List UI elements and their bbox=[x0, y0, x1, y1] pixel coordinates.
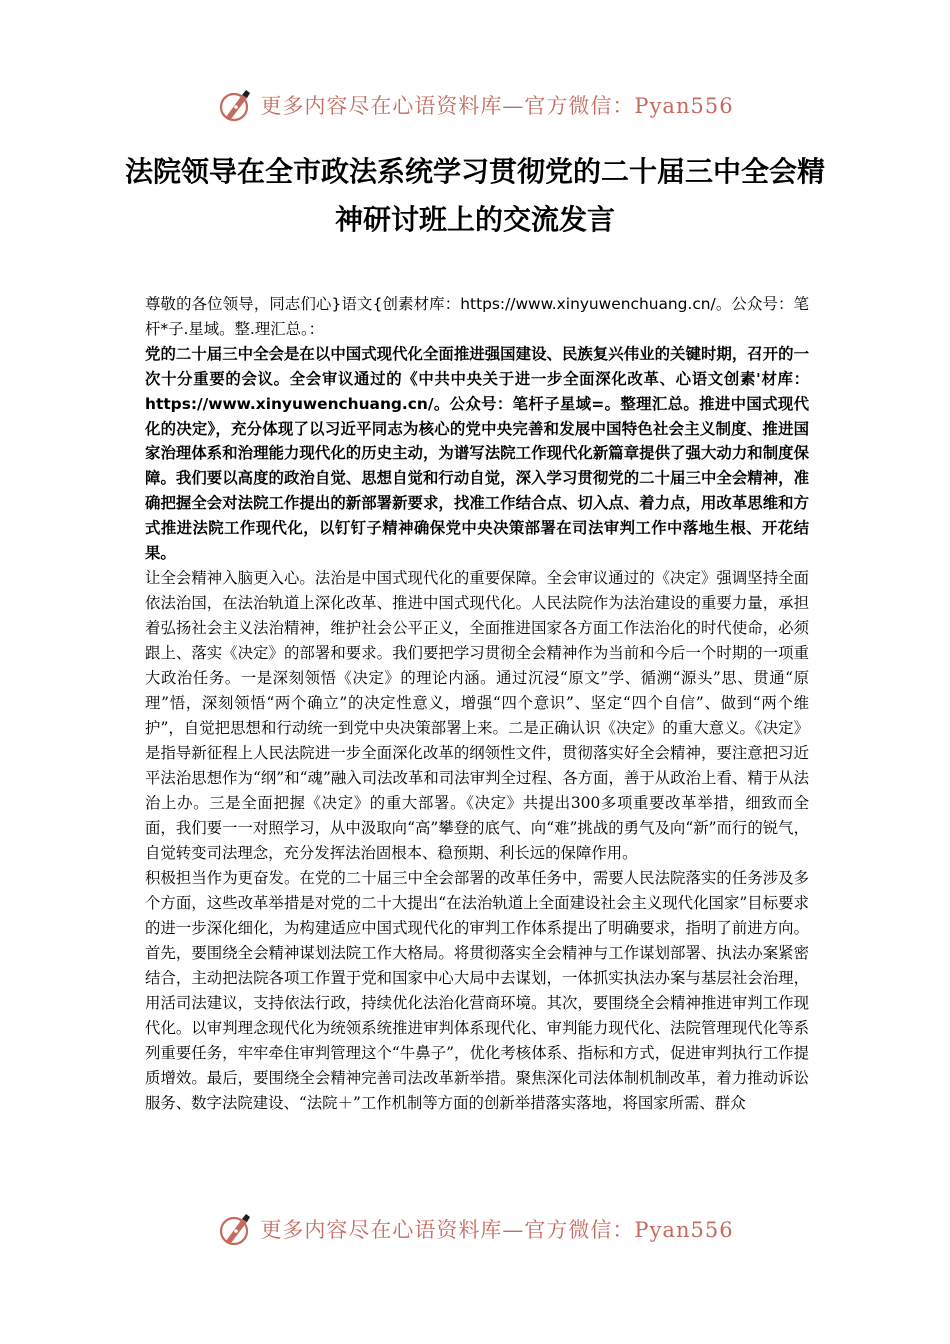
salutation-paragraph: 尊敬的各位领导，同志们心}语文{创素材库：https://www.xinyuwenchuang.cn/。公众号：笔杆*子.星域。整.理汇总。： bbox=[145, 295, 809, 338]
pen-nib-logo-icon bbox=[216, 85, 256, 125]
body-paragraph: 让全会精神入脑更入心。法治是中国式现代化的重要保障。全会审议通过的《决定》强调坚持全面依法治国，在法治轨道上深化改革、推进中国式现代化。人民法院作为法治建设的重要力量，承担着弘扬社会主义法治精神，维护社会公平正义，全面推进国家各方面工作法治化的时代使命，必须跟上、落实《决定》的部署和要求。我们要把学习贯彻全会精神作为当前和今后一个时期的一项重大政治任务。一是深刻领悟《决定》的理论内涵。通过沉浸“原文”学、循溯“源头”思、贯通“原理”悟，深刻领悟“两个确立”的决定性意义，增强“四个意识”、坚定“四个自信”、做到“两个维护”，自觉把思想和行动统一到党中央决策部署上来。二是正确认识《决定》的重大意义。《决定》是指导新征程上人民法院进一步全面深化改革的纲领性文件，贯彻落实好全会精神，要注意把习近平法治思想作为“纲”和“魂”融入司法改革和司法审判全过程、各方面，善于从政治上看、精于从法治上办。三是全面把握《决定》的重大部署。《决定》共提出300多项重要改革举措，细致而全面，我们要一一对照学习，从中汲取向“高”攀登的底气、向“难”挑战的勇气及向“新”而行的锐气，自觉转变司法理念，充分发挥法治固根本、稳预期、利长远的保障作用。 bbox=[145, 568, 809, 862]
footer-watermark-banner bbox=[0, 1204, 950, 1254]
document-title: 法院领导在全市政法系统学习贯彻党的二十届三中全会精神研讨班上的交流发言 bbox=[124, 155, 825, 236]
opening-paragraph: 党的二十届三中全会是在以中国式现代化全面推进强国建设、民族复兴伟业的关键时期，召开的一次十分重要的会议。全会审议通过的《中共中央关于进一步全面深化改革、心语文创素'材库：https://www.xinyuwenchuang.cn/。公众号：笔杆子星域=。整理汇总。推进中国式现代化的决定》，充分体现了以习近平同志为核心的党中央完善和发展中国特色社会主义制度、推进国家治理体系和治理能力现代化的历史主动，为谱写法院工作现代化新篇章提供了强大动力和制度保障。我们要以高度的政治自觉、思想自觉和行动自觉，深入学习贯彻党的二十届三中全会精神，准确把握全会对法院工作提出的新部署新要求，找准工作结合点、切入点、着力点，用改革思维和方式推进法院工作现代化，以钉钉子精神确保党中央决策部署在司法审判工作中落地生根、开花结果。 bbox=[145, 344, 809, 563]
watermark-text: 更多内容尽在心语资料库—官方微信：Pyan556 bbox=[260, 94, 734, 118]
header-watermark-banner bbox=[0, 80, 950, 130]
document-body bbox=[145, 292, 809, 1116]
body-paragraph: 积极担当作为更奋发。在党的二十届三中全会部署的改革任务中，需要人民法院落实的任务涉及多个方面，这些改革举措是对党的二十大提出“在法治轨道上全面建设社会主义现代化国家”目标要求的进一步深化细化，为构建适应中国式现代化的审判工作体系提出了明确要求，指明了前进方向。首先，要围绕全会精神谋划法院工作大格局。将贯彻落实全会精神与工作谋划部署、执法办案紧密结合，主动把法院各项工作置于党和国家中心大局中去谋划，一体抓实执法办案与基层社会治理，用活司法建议，支持依法行政，持续优化法治化营商环境。其次，要围绕全会精神推进审判工作现代化。以审判理念现代化为统领系统推进审判体系现代化、审判能力现代化、法院管理现代化等系列重要任务，牢牢牵住审判管理这个“牛鼻子”，优化考核体系、指标和方式，促进审判执行工作提质增效。最后，要围绕全会精神完善司法改革新举措。聚焦深化司法体制机制改革，着力推动诉讼服务、数字法院建设、“法院＋”工作机制等方面的创新举措落实落地，将国家所需、群众 bbox=[145, 868, 809, 1112]
watermark-text: 更多内容尽在心语资料库—官方微信：Pyan556 bbox=[260, 1218, 734, 1242]
pen-nib-logo-icon bbox=[216, 1209, 256, 1249]
